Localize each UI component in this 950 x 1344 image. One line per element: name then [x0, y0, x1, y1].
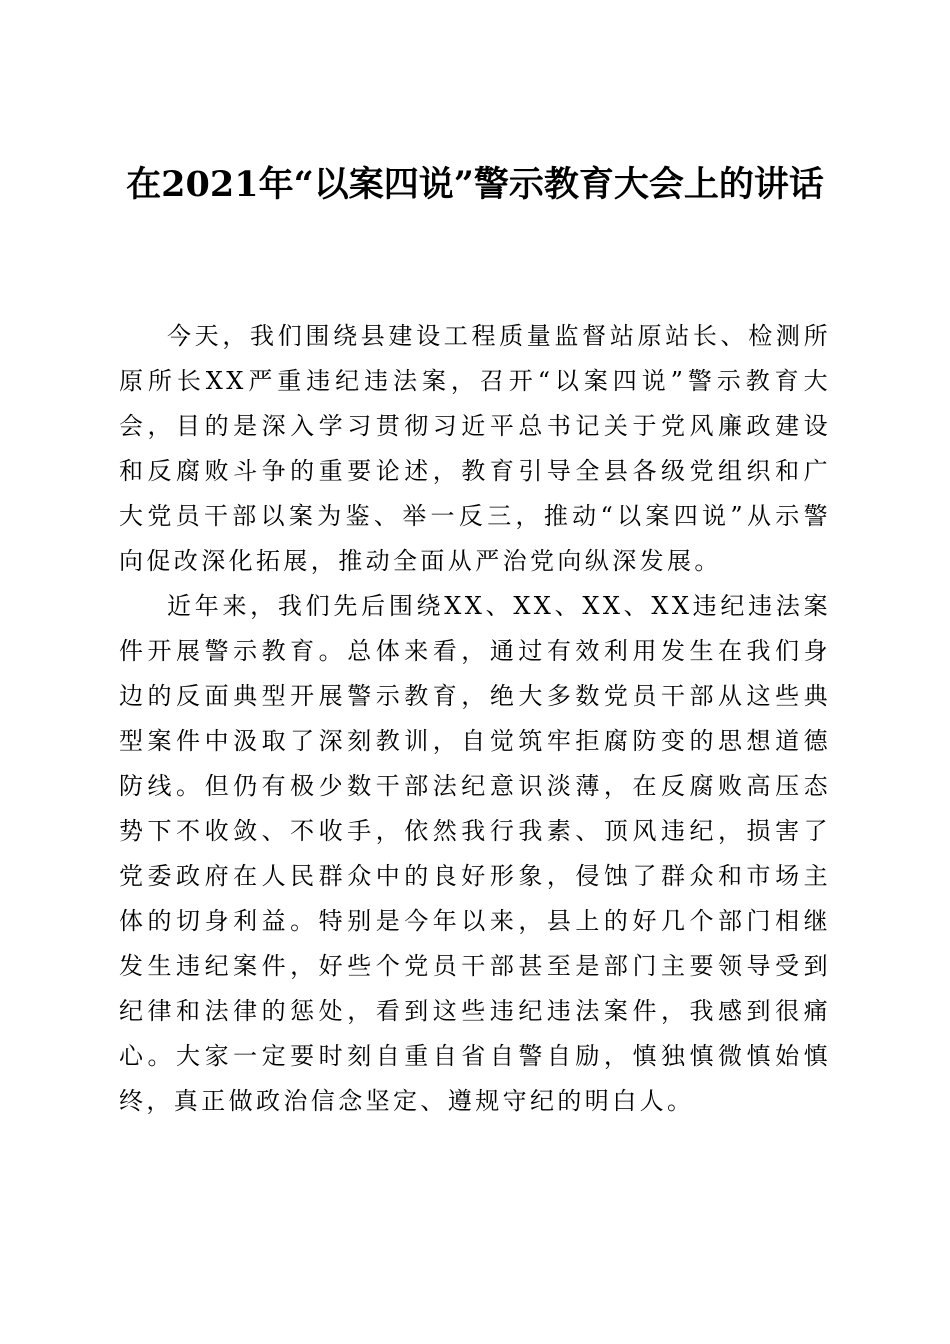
document-title: 在2021年“以案四说”警示教育大会上的讲话	[126, 164, 824, 205]
paragraph-1: 今天，我们围绕县建设工程质量监督站原站长、检测所原所长XX严重违纪违法案，召开“以案四说”警示教育大会，目的是深入学习贯彻习近平总书记关于党风廉政建设和反腐败斗争的重要论述，教育引导全县各级党组织和广大党员干部以案为鉴、举一反三，推动“以案四说”从示警向促改深化拓展，推动全面从严治党向纵深发展。	[119, 322, 831, 575]
document-body	[119, 314, 831, 1124]
paragraph-2: 近年来，我们先后围绕XX、XX、XX、XX违纪违法案件开展警示教育。总体来看，通过有效利用发生在我们身边的反面典型开展警示教育，绝大多数党员干部从这些典型案件中汲取了深刻教训，自觉筑牢拒腐防变的思想道德防线。但仍有极少数干部法纪意识淡薄，在反腐败高压态势下不收敛、不收手，依然我行我素、顶风违纪，损害了党委政府在人民群众中的良好形象，侵蚀了群众和市场主体的切身利益。特别是今年以来，县上的好几个部门相继发生违纪案件，好些个党员干部甚至是部门主要领导受到纪律和法律的惩处，看到这些违纪违法案件，我感到很痛心。大家一定要时刻自重自省自警自励，慎独慎微慎始慎终，真正做政治信念坚定、遵规守纪的明白人。	[119, 592, 831, 1115]
